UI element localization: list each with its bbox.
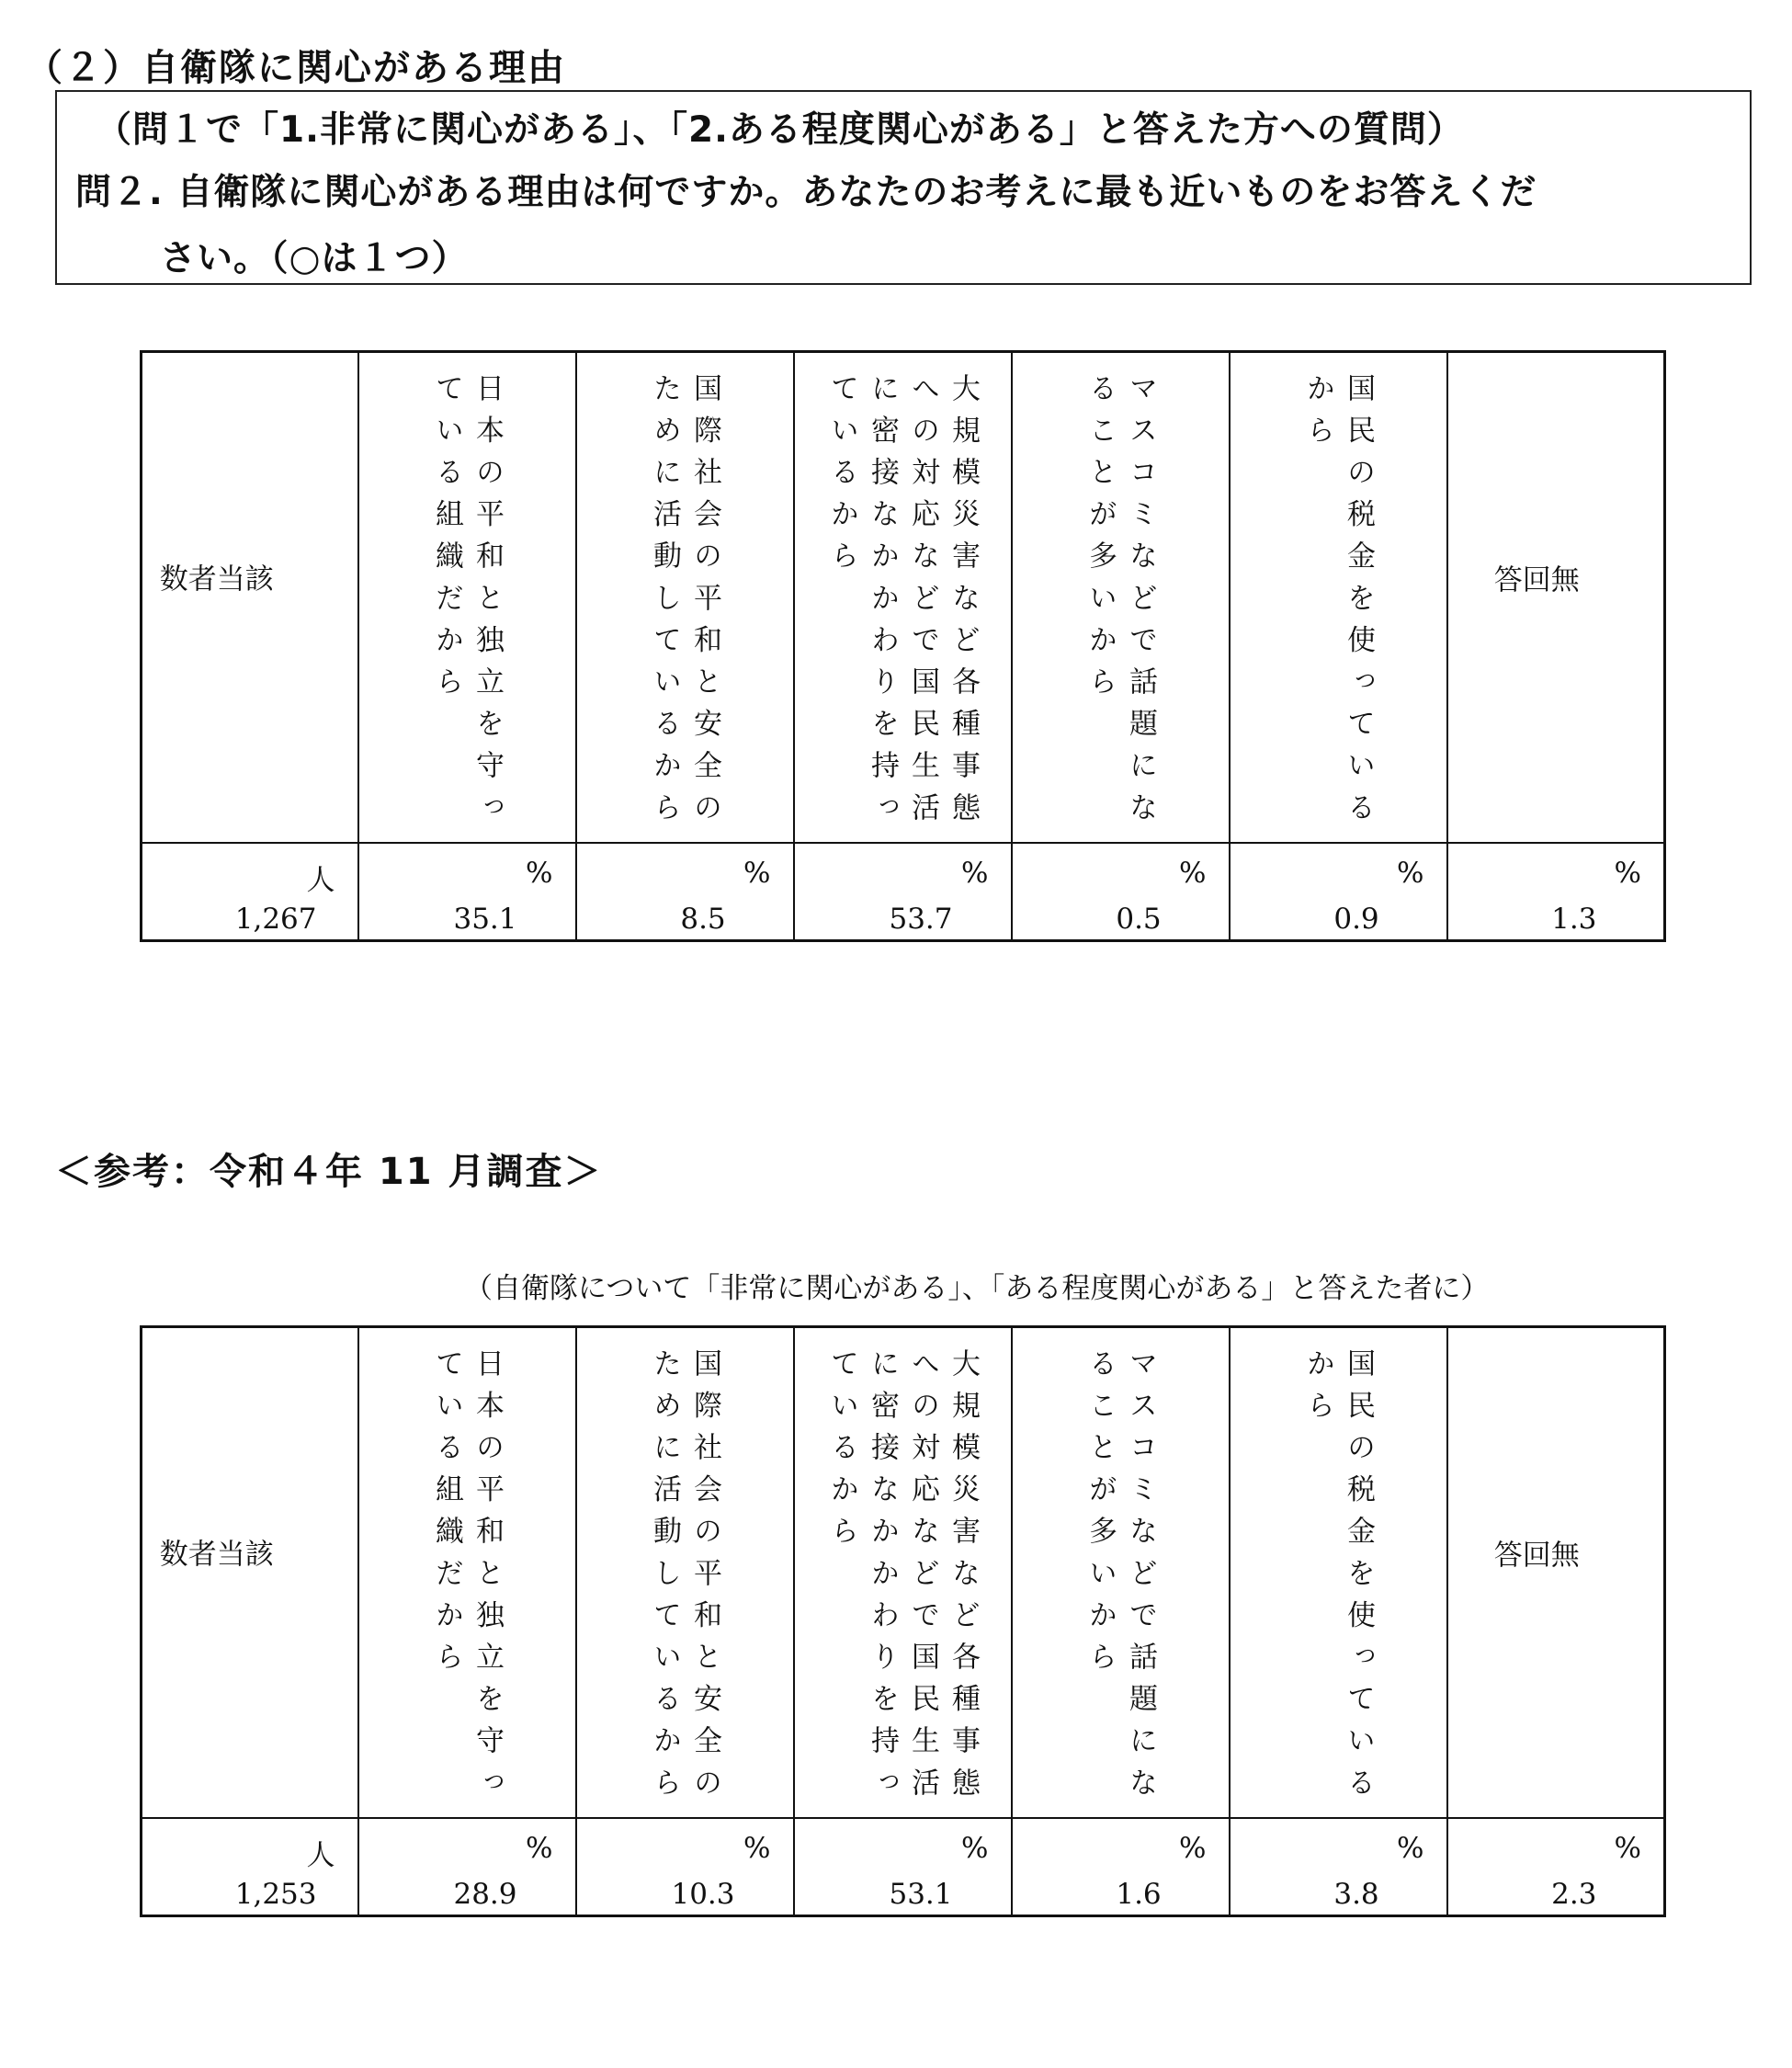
header-respondents: 該 当 者 数	[142, 352, 358, 844]
header-respondents: 該 当 者 数	[142, 1327, 358, 1819]
header-international: 国際社会の平和と安全の ために活動しているから	[576, 352, 794, 844]
header-media: マスコミなどで話題にな ることが多いから	[1012, 352, 1230, 844]
reference-title: ＜参考：令和４年 11 月調査＞	[55, 1151, 603, 1193]
reference-note: （自衛隊について「非常に関心がある」、「ある程度関心がある」と答えた者に）	[464, 1272, 1490, 1305]
results-table	[140, 350, 1666, 942]
value-cell: % 0.5	[1012, 843, 1230, 941]
respondents-cell: 人 1,253	[142, 1818, 358, 1916]
header-tax: 国民の税金を使っている から	[1230, 1327, 1447, 1819]
header-no-answer: 無 回 答	[1447, 1327, 1665, 1819]
value-cell: % 1.6	[1012, 1818, 1230, 1916]
value-cell: % 35.1	[358, 843, 576, 941]
respondents-cell: 人 1,267	[142, 843, 358, 941]
value-cell: % 2.3	[1447, 1818, 1665, 1916]
header-international: 国際社会の平和と安全の ために活動しているから	[576, 1327, 794, 1819]
table-header-row	[142, 1327, 1665, 1819]
value-cell: % 53.1	[794, 1818, 1012, 1916]
header-tax: 国民の税金を使っている から	[1230, 352, 1447, 844]
question-condition: （問１で「1.非常に関心がある」、「2.ある程度関心がある」と答えた方への質問）	[96, 109, 1464, 151]
value-cell: % 8.5	[576, 843, 794, 941]
question-text: 問２. 自衛隊に関心がある理由は何ですか。あなたのお考えに最も近いものをお答えくだ	[75, 172, 1537, 213]
value-cell: % 28.9	[358, 1818, 576, 1916]
reference-results-table	[140, 1325, 1666, 1917]
value-cell: % 3.8	[1230, 1818, 1447, 1916]
header-disaster: 大規模災害など各種事態 への対応などで国民生活 に密接なかかわりを持っ ているから	[794, 352, 1012, 844]
value-cell: % 0.9	[1230, 843, 1447, 941]
header-media: マスコミなどで話題にな ることが多いから	[1012, 1327, 1230, 1819]
value-cell: % 1.3	[1447, 843, 1665, 941]
header-peace-independence: 日本の平和と独立を守っ ている組織だから	[358, 352, 576, 844]
question-text-continued: さい。（○は１つ）	[160, 238, 469, 279]
header-no-answer: 無 回 答	[1447, 352, 1665, 844]
table-row	[142, 1818, 1665, 1916]
value-cell: % 10.3	[576, 1818, 794, 1916]
header-disaster: 大規模災害など各種事態 への対応などで国民生活 に密接なかかわりを持っ ているから	[794, 1327, 1012, 1819]
header-peace-independence: 日本の平和と独立を守っ ている組織だから	[358, 1327, 576, 1819]
question-box	[55, 90, 1752, 285]
table-row	[142, 843, 1665, 941]
value-cell: % 53.7	[794, 843, 1012, 941]
section-title: （２）自衛隊に関心がある理由	[26, 47, 566, 89]
table-header-row	[142, 352, 1665, 844]
